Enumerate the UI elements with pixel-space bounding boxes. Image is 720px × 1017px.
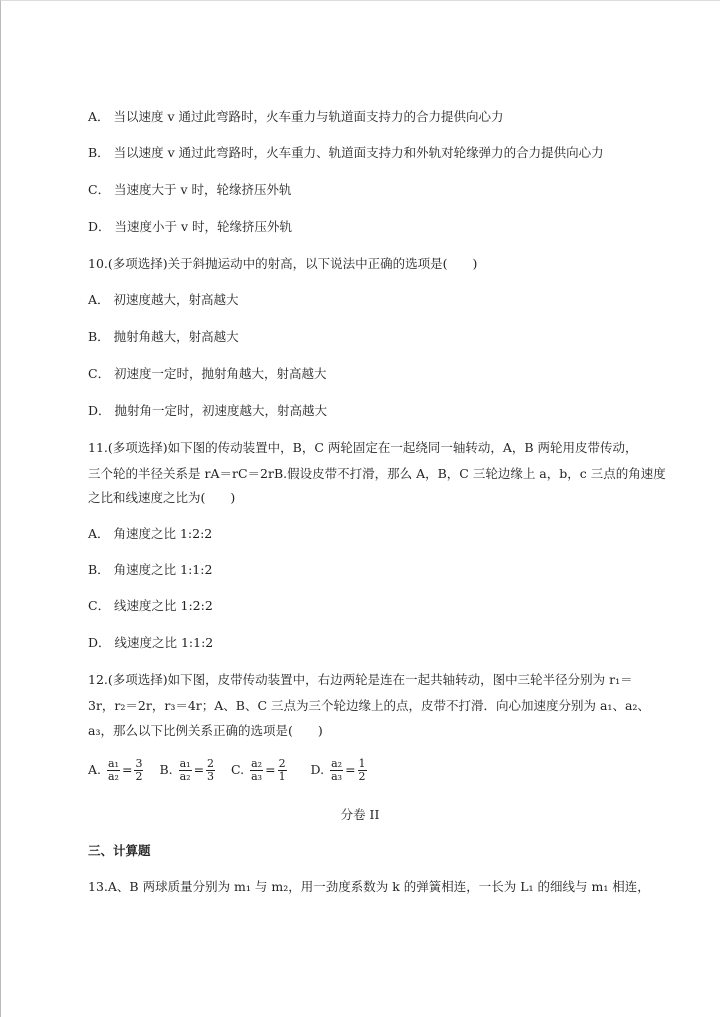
q9-option-a: A． 当以速度 v 通过此弯路时，火车重力与轨道面支持力的合力提供向心力 <box>88 109 504 124</box>
q12-option-b: B. $\frac{\text{a₁}}{\text{a₂}}$ = $\frac{2}{3}$ <box>159 757 215 783</box>
q10-option-b: B． 抛射角越大，射高越大 <box>88 329 239 344</box>
q12-stem-line2: 3r，r₂＝2r，r₃＝4r；A、B、C 三点为三个轮边缘上的点，皮带不打滑．向心加速度分别为 a₁、a₂、 <box>88 698 650 713</box>
q11-option-c: C． 线速度之比 1:2:2 <box>88 598 213 613</box>
q10-option-a: A． 初速度越大，射高越大 <box>88 292 239 307</box>
q12-options <box>88 756 379 784</box>
q11-option-d: D． 线速度之比 1:1:2 <box>88 635 214 650</box>
q11-stem-line3: 之比和线速度之比为( ) <box>88 490 236 505</box>
q12-option-d: D. $\frac{\text{a₂}}{\text{a₃}}$ = $\frac{1}{2}$ <box>310 757 366 783</box>
q11-stem-line2: 三个轮的半径关系是 rA＝rC＝2rB.假设皮带不打滑，那么 A，B，C 三轮边缘上 a，b，c 三点的角速度 <box>88 466 666 481</box>
q9-option-b: B． 当以速度 v 通过此弯路时，火车重力、轨道面支持力和外轨对轮缘弹力的合力提供向心力 <box>88 145 604 160</box>
q12-option-a: A. $\frac{\text{a₁}}{\text{a₂}}$ = $\frac{3}{2}$ <box>88 757 143 783</box>
q9-option-c: C． 当速度大于 v 时，轮缘挤压外轨 <box>88 182 292 197</box>
q12-stem-line1: 12.(多项选择)如下图，皮带传动装置中，右边两轮是连在一起共轴转动，图中三轮半径分别为 r₁＝ <box>88 672 633 687</box>
q10-stem: 10.(多项选择)关于斜抛运动中的射高，以下说法中正确的选项是( ) <box>88 256 478 271</box>
q11-option-b: B． 角速度之比 1:1:2 <box>88 562 213 577</box>
part-title: 分卷 II <box>340 807 380 822</box>
q10-option-d: D． 抛射角一定时，初速度越大，射高越大 <box>88 403 327 418</box>
q13-stem: 13.A、B 两球质量分别为 m₁ 与 m₂，用一劲度系数为 k 的弹簧相连，一长为 L₁ 的细线与 m₁ 相连， <box>88 879 650 894</box>
q11-option-a: A． 角速度之比 1:2:2 <box>88 526 213 541</box>
q12-option-c: C. $\frac{\text{a₂}}{\text{a₃}}$ = $\frac{2}{1}$ <box>231 757 286 783</box>
q11-stem-line1: 11.(多项选择)如下图的传动装置中，B，C 两轮固定在一起绕同一轴转动，A，B 两轮用皮带传动， <box>88 440 638 455</box>
q10-option-c: C． 初速度一定时，抛射角越大，射高越大 <box>88 366 327 381</box>
q12-stem-line3: a₃，那么以下比例关系正确的选项是( ) <box>88 723 323 738</box>
section-title: 三、计算题 <box>88 843 151 858</box>
q9-option-d: D． 当速度小于 v 时，轮缘挤压外轨 <box>88 219 293 234</box>
